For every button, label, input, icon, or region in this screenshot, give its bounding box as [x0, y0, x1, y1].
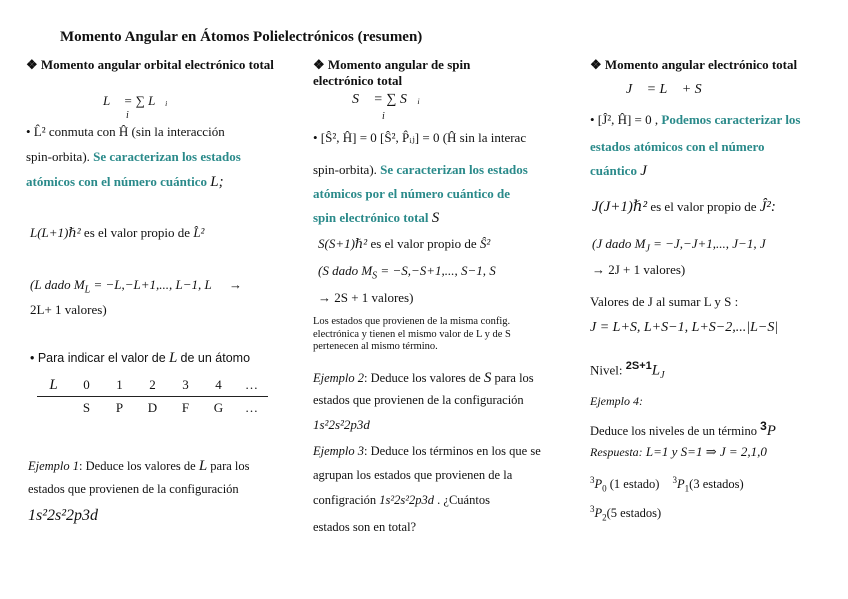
spin-eigenvalue-text: es el valor propio de: [370, 236, 477, 251]
table-row-values: [37, 374, 268, 397]
level-3P2-letter: P: [594, 506, 603, 521]
example-2-S: S: [483, 370, 492, 386]
spin-eigenvalue-line: [318, 236, 490, 252]
spin-eigenvalue-expr: S(S+1)ℏ²: [318, 236, 368, 251]
table-cell: 2: [136, 374, 169, 397]
orbital-indicate-line: [30, 350, 250, 367]
section-heading-spin-2: electrónico total: [313, 73, 403, 88]
example-1-line: [28, 458, 250, 475]
spin-ms-count: → 2S + 1 valores): [318, 290, 414, 305]
page-title: Momento Angular en Átomos Polielectrónicos (resumen): [60, 29, 423, 45]
formula-L-sum-index: i: [126, 110, 129, 121]
spin-commute-line-2: [313, 162, 528, 178]
table-cell: F: [181, 400, 190, 415]
spin-commute-line: • [Ŝ², Ĥ] = 0 [Ŝ², P̂ᵢⱼ] = 0 (Ĥ sin la interac: [313, 130, 527, 145]
example-2-line-2: estados que provienen de la configuración: [313, 393, 524, 407]
spin-quantum-number-text: atómicos por el número cuántico de: [313, 186, 511, 201]
example-3-line: [313, 444, 541, 459]
example-2-text-2: para los: [494, 371, 534, 385]
orbital-characterize-text: Se caracterizan los estados: [93, 149, 241, 164]
example-2-label: Ejemplo 2: [313, 371, 365, 385]
total-eigenvalue-text: es el valor propio de: [650, 199, 757, 214]
table-cell: [37, 397, 70, 420]
total-mj-label: (J dado M: [592, 236, 646, 251]
table-cell: 4: [202, 374, 235, 397]
orbital-ml-count: 2L+ 1 valores): [30, 302, 107, 317]
example-1-text-2: para los: [210, 459, 250, 473]
spin-ms-line: [318, 263, 496, 282]
example-3-line-3: [313, 493, 490, 508]
example-4-term: P: [766, 423, 776, 440]
L-letter-table: [37, 374, 268, 419]
level-L: L: [651, 362, 661, 379]
orbital-eigenvalue-operator: L̂²: [193, 225, 205, 240]
level-3P2-multiplicity: 3: [590, 504, 595, 514]
table-cell: 1: [103, 374, 136, 397]
table-cell: …: [235, 374, 268, 397]
formula-S-sum: S⃗ = ∑ S⃗ᵢ: [352, 92, 420, 107]
total-mj-sub: J: [645, 243, 650, 255]
orbital-commute-line-3: [26, 174, 224, 191]
example-3-text-4: . ¿Cuántos: [437, 493, 490, 507]
total-mj-count: → 2J + 1 valores): [592, 262, 686, 277]
orbital-indicate-text-2: de un átomo: [180, 351, 251, 365]
example-1-text: : Deduce los valores de: [79, 459, 196, 473]
J-values-line: Valores de J al sumar L y S :: [590, 294, 739, 309]
level-3P1-count: (3 estados): [689, 477, 744, 492]
spin-eigenvalue-operator: Ŝ²: [479, 236, 491, 251]
level-label: Nivel:: [590, 362, 623, 378]
table-cell: L: [37, 374, 70, 397]
level-3P2-line: [590, 504, 661, 523]
section-heading-spin: ❖ Momento angular de spin: [313, 57, 471, 72]
total-quantum-J: J: [640, 163, 647, 179]
formula-J-sum: J⃗ = L⃗ + S⃗: [626, 82, 713, 97]
total-commute-line: [590, 112, 801, 128]
orbital-eigenvalue-text: es el valor propio de: [83, 225, 191, 240]
orbital-quantum-number-text: atómicos con el número cuántico: [26, 174, 208, 189]
example-3-config: 1s²2s²2p3d: [379, 493, 435, 507]
example-1-L: L: [198, 458, 208, 474]
orbital-eigenvalue-line: [30, 225, 204, 241]
orbital-commute-line-2: [26, 149, 241, 165]
section-heading-total: ❖ Momento angular electrónico total: [590, 57, 798, 72]
orbital-quantum-L: L;: [210, 174, 224, 190]
orbital-indicate-text: • Para indicar el valor de: [30, 351, 166, 365]
total-eigenvalue-operator: Ĵ²:: [759, 199, 776, 215]
answer-line: [590, 444, 767, 460]
level-3P1-multiplicity: 3: [672, 475, 678, 485]
formula-S-sum-index: i: [382, 111, 385, 122]
level-3P1-letter: P: [677, 477, 685, 492]
level-J: J: [660, 369, 665, 381]
spin-total-text: spin electrónico total: [313, 210, 429, 225]
table-cell: 0: [70, 374, 103, 397]
total-characterize-text: Podemos caracterizar los: [661, 112, 801, 127]
example-3-line-2: agrupan los estados que provienen de la: [313, 468, 513, 482]
orbital-ml-line: [30, 277, 242, 296]
total-commute-expr: • [Ĵ², Ĥ] = 0 ,: [590, 112, 659, 127]
table-cell: D: [147, 400, 158, 415]
level-3P0-multiplicity: 3: [590, 475, 595, 485]
spin-ms-label: (S dado M: [318, 263, 373, 278]
J-values-formula: J = L+S, L+S−1, L+S−2,...|L−S|: [590, 320, 779, 335]
answer-values: L=1 y S=1 ⇒ J = 2,1,0: [645, 444, 767, 459]
example-2-text: : Deduce los valores de: [364, 371, 481, 385]
level-3P0-line: [590, 475, 744, 494]
orbital-indicate-L: L: [168, 350, 178, 366]
example-2-line: [313, 370, 534, 387]
total-commute-line-3: [590, 163, 647, 180]
spin-commute-text: spin-orbita).: [313, 162, 377, 177]
example-4-label: Ejemplo 4:: [590, 394, 643, 408]
spin-ms-sub: S: [372, 270, 378, 282]
example-4-text: Deduce los niveles de un término: [590, 424, 757, 439]
spin-characterize-text: Se caracterizan los estados: [380, 162, 528, 177]
level-3P0-J: 0: [602, 483, 607, 494]
example-3-label: Ejemplo 3: [313, 444, 365, 458]
example-4-line: [590, 419, 776, 440]
orbital-ml-sub: L: [84, 284, 91, 296]
orbital-ml-arrow: →: [229, 277, 243, 292]
term-note: Los estados que provienen de la misma config. electrónica y tienen el mismo valor de L y de S pertenecen al mismo término.: [313, 316, 511, 352]
level-3P0-count: (1 estado): [609, 477, 660, 492]
total-mj-line: [592, 236, 766, 255]
spin-quantum-S: S: [431, 210, 440, 226]
table-cell: G: [213, 400, 224, 415]
answer-label: Respuesta:: [590, 445, 643, 459]
total-characterize-text-2: estados atómicos con el número: [590, 139, 765, 154]
orbital-ml-values: = −L,−L+1,..., L−1, L: [93, 277, 212, 292]
example-2-config: 1s²2s²2p3d: [313, 417, 370, 432]
level-3P1-J: 1: [684, 483, 690, 494]
example-4-term-multiplicity: 3: [760, 419, 767, 433]
example-3-text-3: configración: [313, 493, 377, 507]
L-letter-table-grid: [37, 374, 268, 419]
orbital-commute-text: spin-orbita).: [26, 149, 90, 164]
spin-ms-values: = −S,−S+1,..., S−1, S: [380, 263, 496, 278]
orbital-eigenvalue-expr: L(L+1)ℏ²: [30, 225, 81, 240]
total-eigenvalue-line: [592, 197, 776, 216]
table-cell: 3: [169, 374, 202, 397]
orbital-ml-label: (L dado M: [30, 277, 85, 292]
example-3-line-4: estados son en total?: [313, 520, 417, 534]
example-1-label: Ejemplo 1: [28, 459, 80, 473]
formula-L-sum: L⃗ = ∑ L⃗ᵢ: [103, 93, 168, 108]
example-1-line-2: estados que provienen de la configuración: [28, 482, 239, 496]
table-cell: S: [82, 400, 91, 415]
table-row-letters: [37, 397, 268, 420]
spin-commute-line-4: [313, 210, 439, 227]
example-3-text: : Deduce los términos en los que se: [364, 444, 541, 458]
level-multiplicity: 2S+1: [625, 360, 652, 372]
total-eigenvalue-expr: J(J+1)ℏ²: [592, 199, 648, 215]
level-3P2-count: (5 estados): [606, 506, 662, 521]
example-1-config: 1s²2s²2p3d: [28, 507, 99, 524]
level-3P2-J: 2: [602, 512, 607, 523]
total-mj-values: = −J,−J+1,..., J−1, J: [653, 236, 766, 251]
level-line: [590, 360, 665, 381]
level-3P0-letter: P: [594, 477, 603, 492]
section-heading-orbital: ❖ Momento angular orbital electrónico total: [26, 57, 274, 72]
table-cell: …: [245, 400, 258, 415]
orbital-commute-line: • L̂² conmuta con Ĥ (sin la interacción: [26, 124, 225, 139]
table-cell: P: [115, 400, 124, 415]
total-quantum-text: cuántico: [590, 163, 637, 178]
